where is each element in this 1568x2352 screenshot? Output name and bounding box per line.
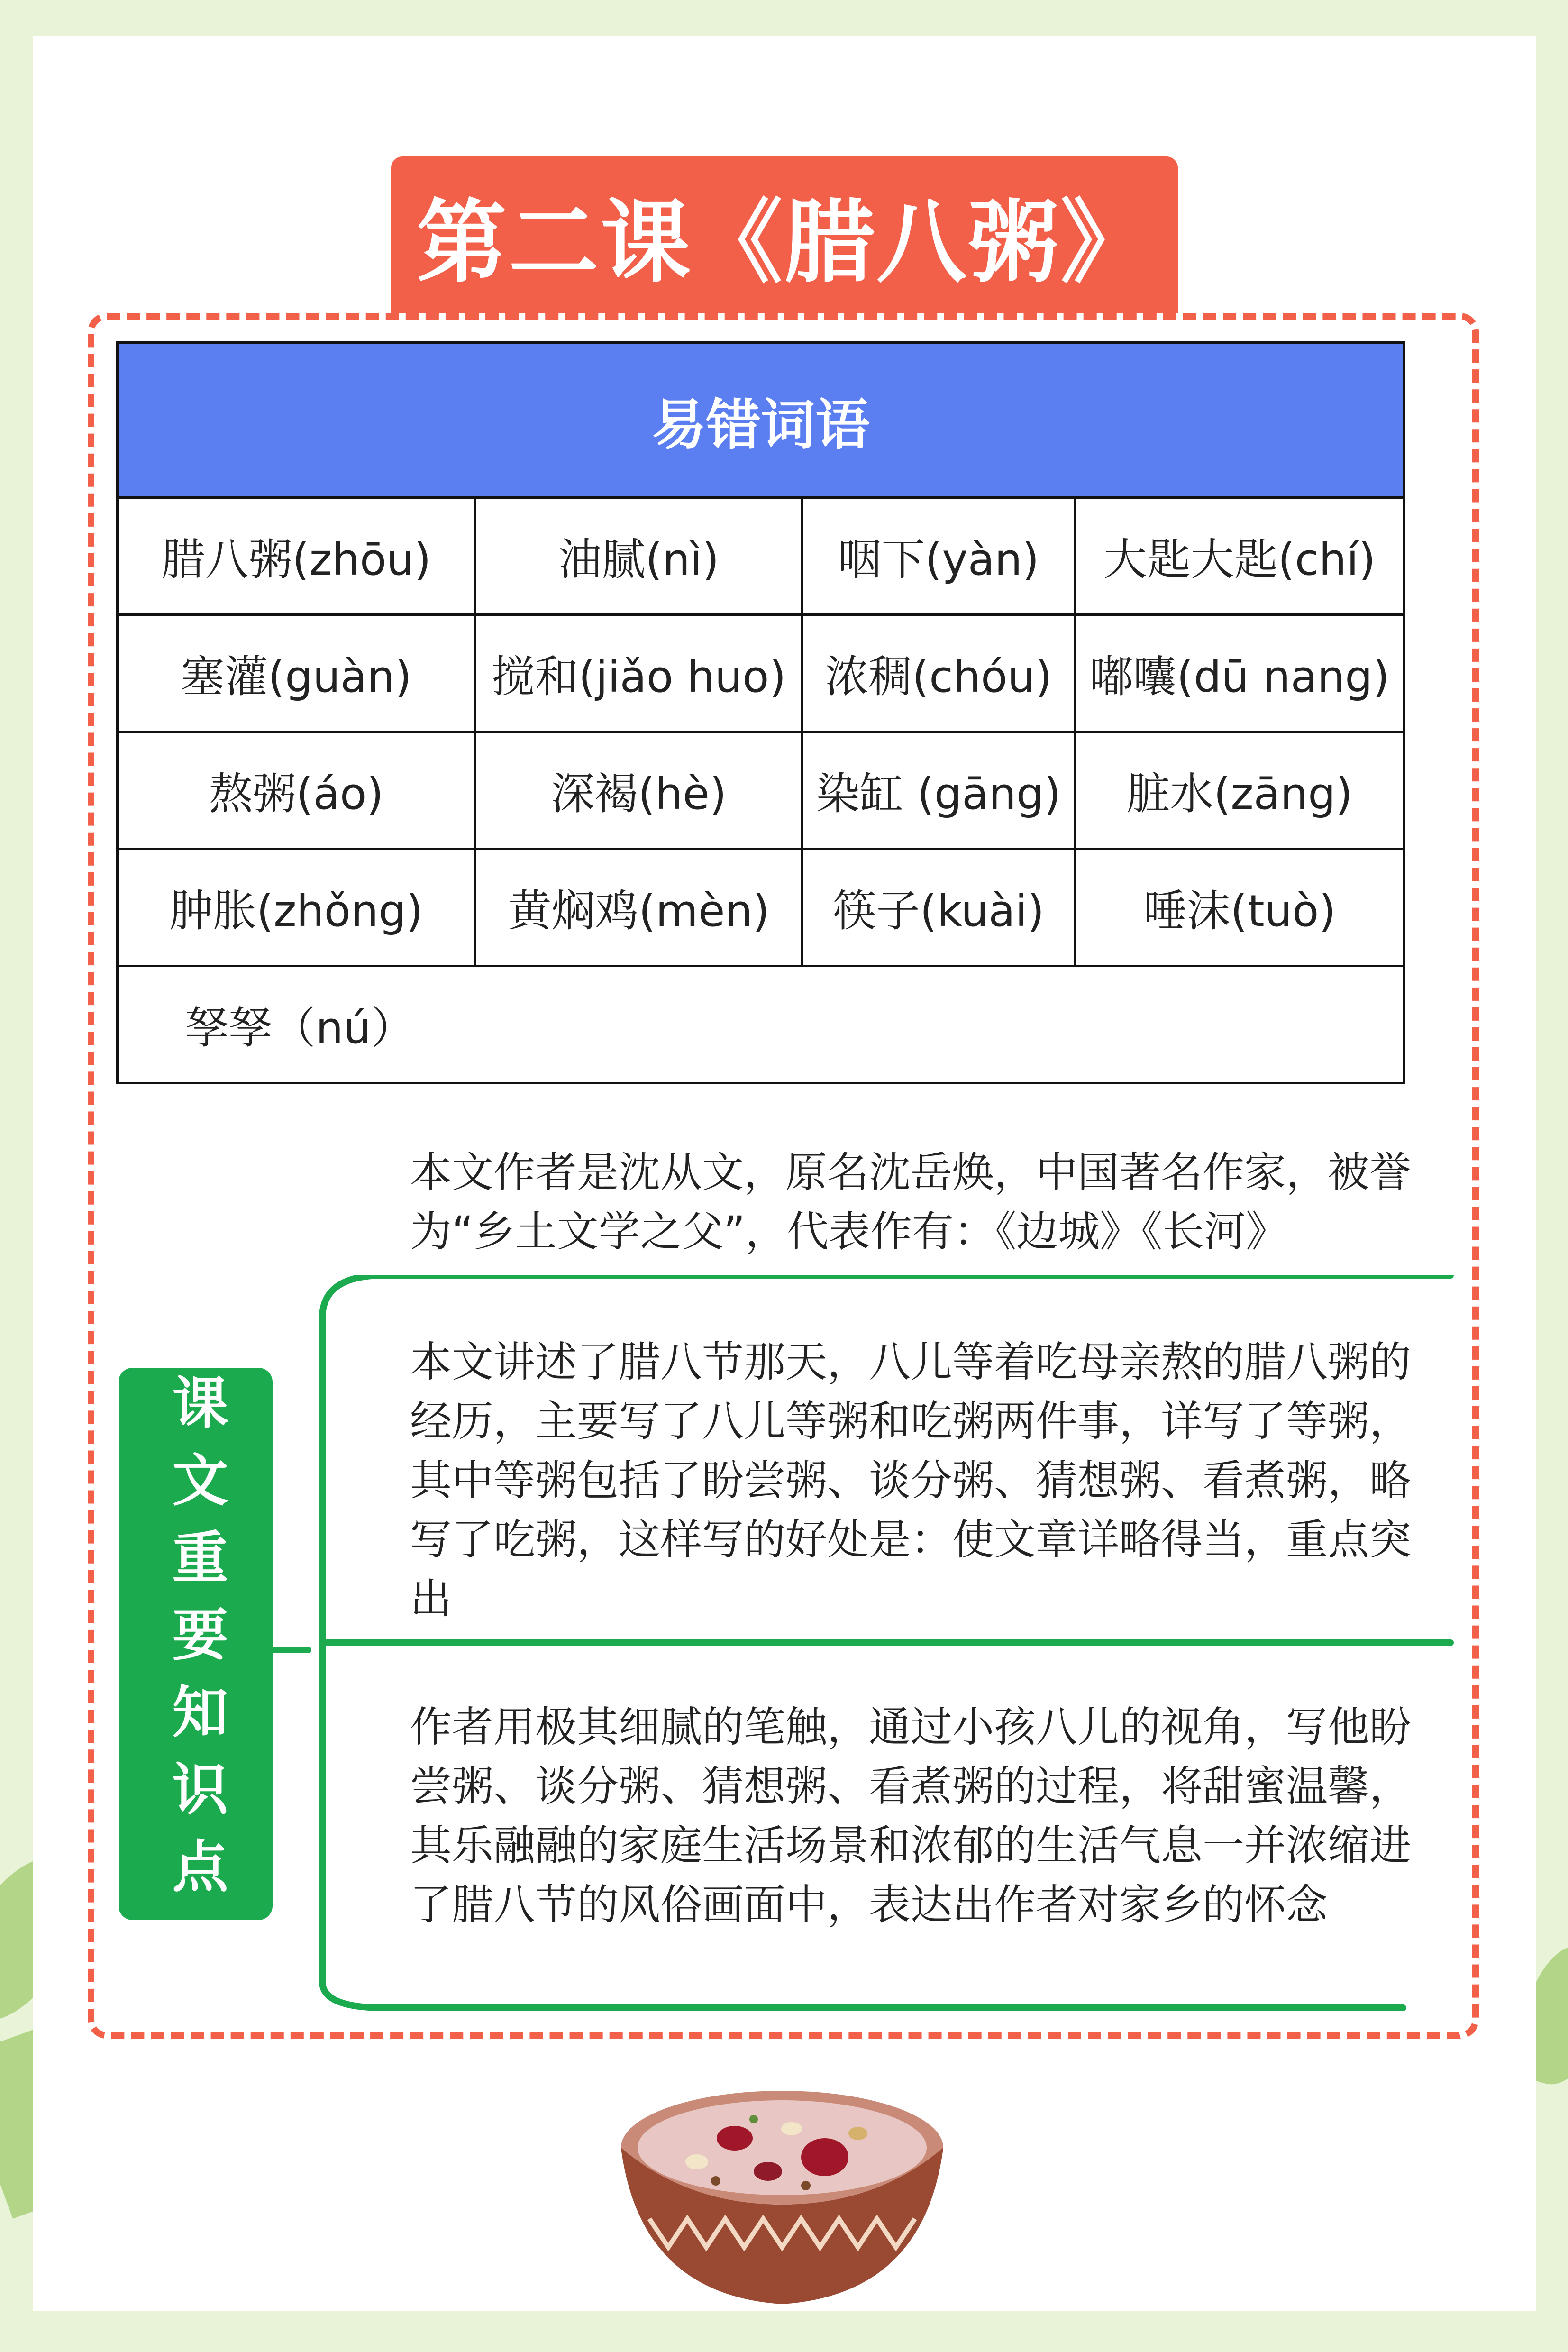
word-cell: 油腻(nì) [475,498,802,615]
word-cell: 腊八粥(zhōu) [118,498,475,615]
word-cell: 黄焖鸡(mèn) [475,849,802,966]
knowledge-point: 作者用极其细腻的笔触，通过小孩八儿的视角，写他盼尝粥、谈分粥、猜想粥、看煮粥的过程，将甜蜜温馨，其乐融融的家庭生活场景和浓郁的生活气息一并浓缩进了腊八节的风俗画面中，表达出作者对家乡的怀念 [410,1702,1412,1929]
word-cell: 熬粥(áo) [118,732,475,849]
vocab-header: 易错词语 [118,343,1404,498]
word-cell: 大匙大匙(chí) [1075,498,1404,615]
table-row [118,615,1404,732]
table-row [118,966,1404,1083]
porridge-bowl-icon [611,2077,953,2314]
title-banner [391,156,1178,313]
knowledge-label [119,1368,273,1920]
word-cell: 脏水(zāng) [1075,732,1404,849]
word-cell: 嘟囔(dū nang) [1075,615,1404,732]
word-cell: 肿胀(zhǒng) [118,849,475,966]
word-cell: 唾沫(tuò) [1075,849,1404,966]
knowledge-point: 本文作者是沈从文，原名沈岳焕，中国著名作家，被誉为“乡土文学之父”，代表作有：《边城》《长河》 [410,1148,1412,1256]
word-cell: 深褐(hè) [475,732,802,849]
word-cell: 筷子(kuài) [802,849,1075,966]
knowledge-label-text: 课文重要知识点 [163,1373,228,1914]
table-row [118,849,1404,966]
knowledge-point: 本文讲述了腊八节那天，八儿等着吃母亲熬的腊八粥的经历，主要写了八儿等粥和吃粥两件事，详写了等粥，其中等粥包括了盼尝粥、谈分粥、猜想粥、看煮粥，略写了吃粥，这样写的好处是：使文章详略得当，重点突出 [410,1337,1412,1623]
vocab-table [116,341,1405,1084]
page-title: 第二课《腊八粥》 [416,190,1152,295]
word-cell: 咽下(yàn) [802,498,1075,615]
word-cell: 搅和(jiǎo huo) [475,615,802,732]
word-cell: 浓稠(chóu) [802,615,1075,732]
word-cell: 孥孥（nú） [118,966,1404,1083]
word-cell: 染缸 (gāng) [802,732,1075,849]
table-row [118,732,1404,849]
word-cell: 塞灌(guàn) [118,615,475,732]
table-row [118,498,1404,615]
